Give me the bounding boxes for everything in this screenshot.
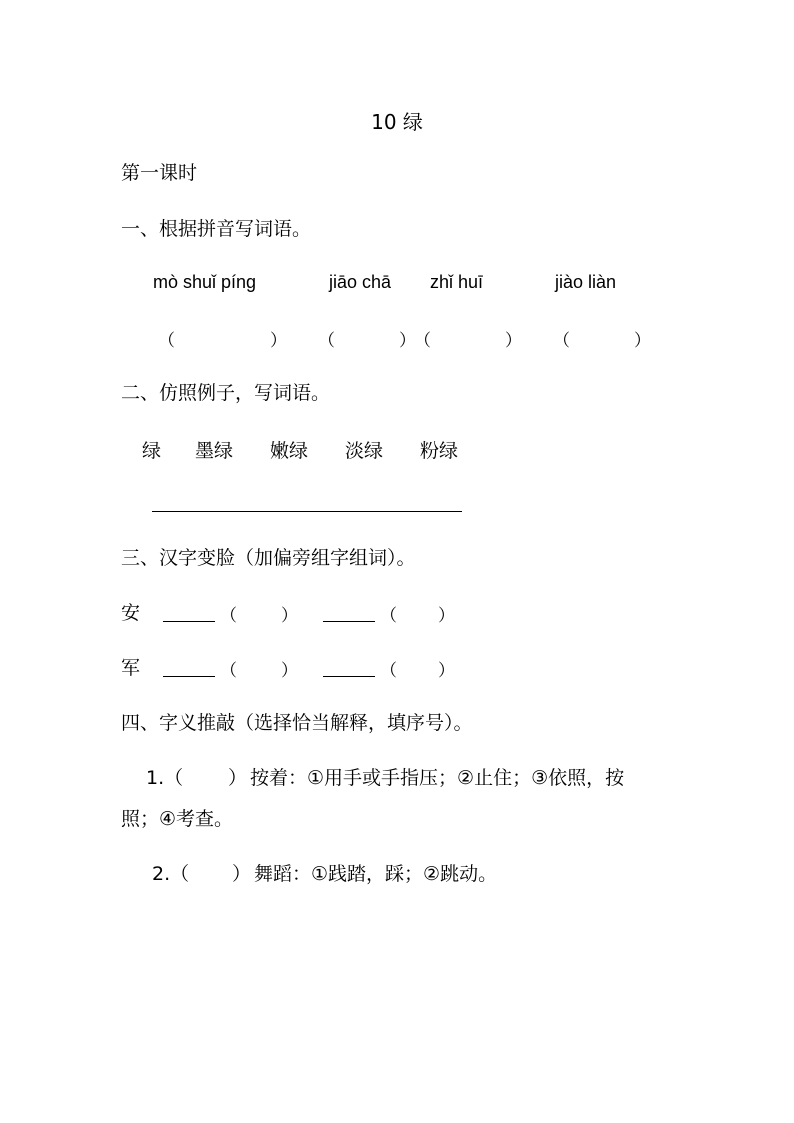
- item1-paren-close: ）: [228, 767, 248, 789]
- answer-paren-close-2: ）: [399, 331, 416, 351]
- answer-paren-close-1: ）: [270, 331, 287, 351]
- blank-an-2[interactable]: [323, 601, 375, 626]
- paren-close-an-1: ）: [281, 606, 298, 626]
- paren-open-jun-2: （: [380, 661, 397, 681]
- paren-open-an-1: （: [220, 606, 237, 626]
- answer-paren-open-4: （: [553, 331, 570, 351]
- example-word-3: 嫩绿: [270, 440, 309, 462]
- blank-jun-1[interactable]: [163, 656, 215, 681]
- char-row-jun: [121, 656, 140, 680]
- item1-number: 1.（: [146, 767, 184, 789]
- pinyin-3: zhǐ huī: [430, 272, 484, 292]
- answer-paren-open-3: （: [414, 331, 431, 351]
- answer-paren-close-3: ）: [505, 331, 522, 351]
- pinyin-4: jiào liàn: [555, 272, 617, 292]
- answer-paren-open-1: （: [158, 331, 175, 351]
- section3-heading: 三、汉字变脸（加偏旁组字组词）。: [121, 547, 416, 569]
- item2-number: 2.（: [152, 863, 190, 885]
- example-word-4: 淡绿: [345, 440, 384, 462]
- answer-paren-close-4: ）: [634, 331, 651, 351]
- page-title: 10 绿: [371, 110, 423, 134]
- example-word-5: 粉绿: [420, 440, 459, 462]
- lesson-label: 第一课时: [121, 162, 198, 184]
- char-row-an: [121, 601, 140, 625]
- section4-heading: 四、字义推敲（选择恰当解释，填序号）。: [121, 712, 473, 734]
- answer-line[interactable]: [152, 511, 462, 512]
- blank-jun-2[interactable]: [323, 656, 375, 681]
- section2-heading: 二、仿照例子，写词语。: [121, 382, 331, 404]
- item1-text: 按着：①用手或手指压；②止住；③依照，按: [250, 767, 625, 789]
- example-word-2: 墨绿: [195, 440, 234, 462]
- base-char-jun: 军: [121, 657, 141, 679]
- base-char-an: 安: [121, 602, 141, 624]
- item2-text: 舞蹈：①践踏，踩；②跳动。: [254, 863, 498, 885]
- blank-an-1[interactable]: [163, 601, 215, 626]
- section1-heading: 一、根据拼音写词语。: [121, 218, 312, 240]
- paren-close-jun-2: ）: [438, 661, 455, 681]
- pinyin-2: jiāo chā: [329, 272, 392, 292]
- example-word-1: 绿: [142, 440, 162, 462]
- paren-open-jun-1: （: [220, 661, 237, 681]
- item2-paren-close: ）: [232, 863, 252, 885]
- paren-close-an-2: ）: [438, 606, 455, 626]
- paren-open-an-2: （: [380, 606, 397, 626]
- answer-paren-open-2: （: [318, 331, 335, 351]
- item1-text-cont: 照；④考查。: [121, 808, 234, 830]
- pinyin-1: mò shuǐ píng: [153, 272, 257, 292]
- paren-close-jun-1: ）: [281, 661, 298, 681]
